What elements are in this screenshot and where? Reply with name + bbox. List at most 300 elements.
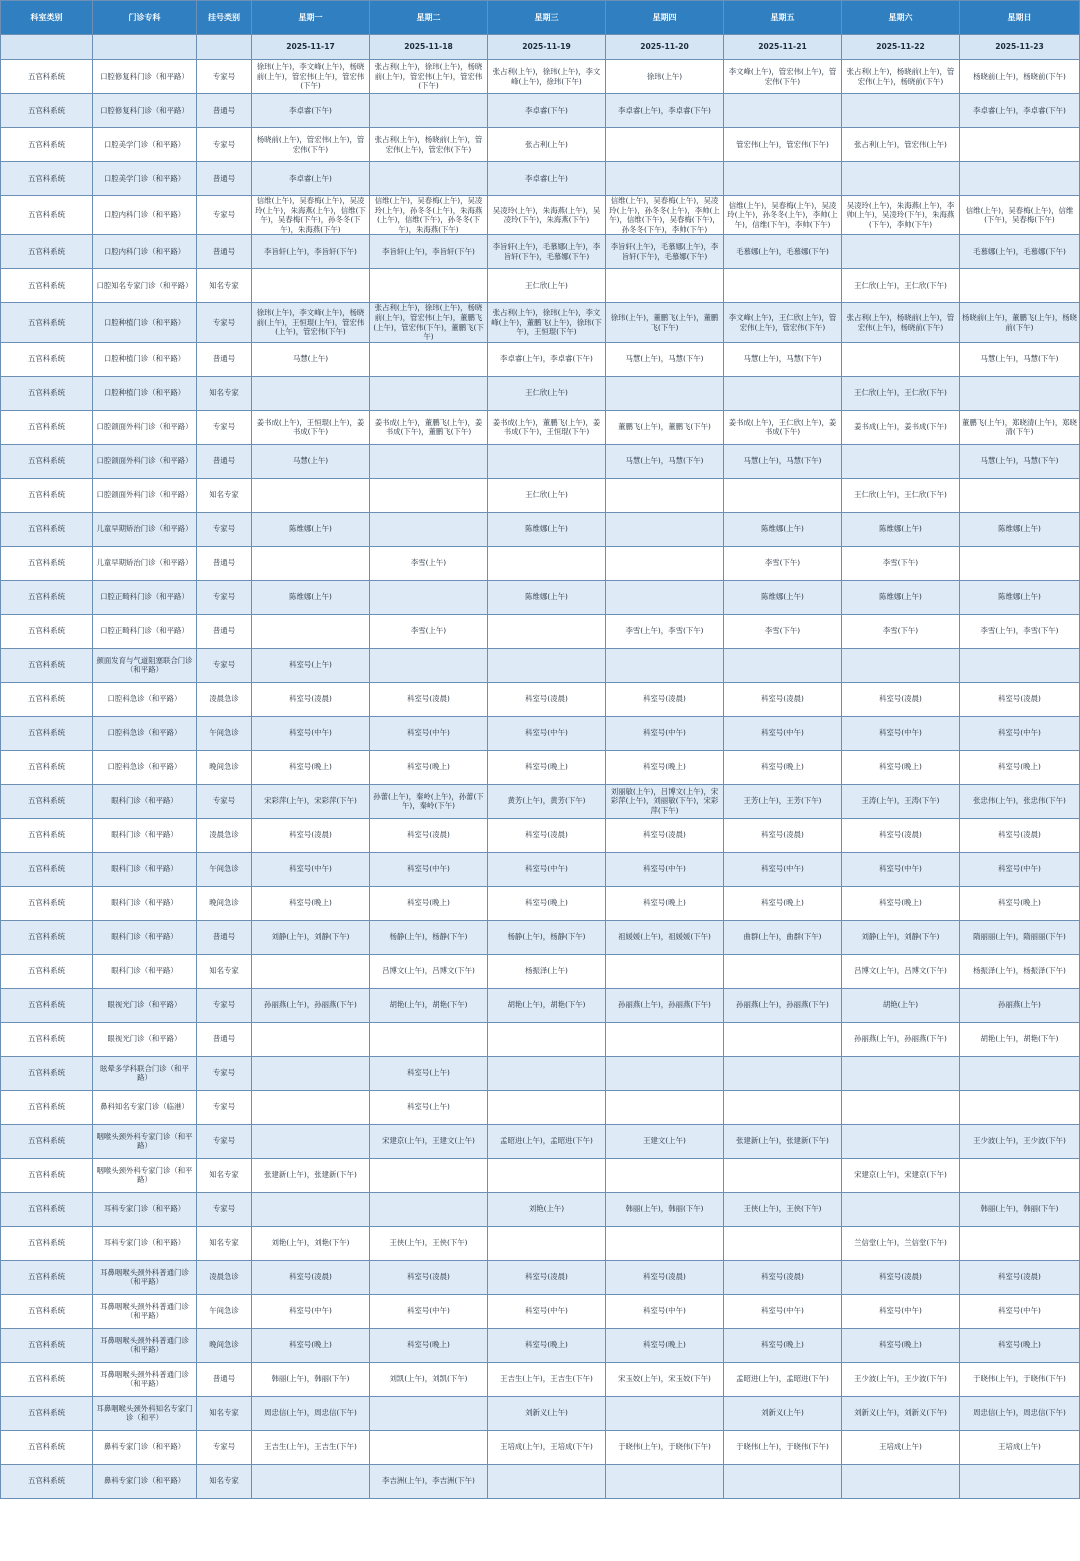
date-blank (1, 35, 93, 60)
header-row (1, 1, 1080, 35)
monday-cell: 科室号(中午) (252, 852, 370, 886)
registration-type-cell: 专家号 (197, 196, 252, 235)
wednesday-cell: 王吉生(上午)，王吉生(下午) (488, 1362, 606, 1396)
registration-type-cell: 普通号 (197, 1022, 252, 1056)
table-row (1, 1226, 1080, 1260)
monday-cell (252, 478, 370, 512)
sunday-cell: 杨振泽(上午)，杨振泽(下午) (960, 954, 1080, 988)
sunday-cell: 马慧(上午)，马慧(下午) (960, 444, 1080, 478)
department-cell: 五官科系统 (1, 1158, 93, 1192)
department-cell: 五官科系统 (1, 444, 93, 478)
saturday-cell: 科室号(中午) (842, 716, 960, 750)
registration-type-cell: 专家号 (197, 784, 252, 818)
saturday-cell: 宋建京(上午)，宋建京(下午) (842, 1158, 960, 1192)
tuesday-cell (370, 648, 488, 682)
thursday-cell (606, 648, 724, 682)
wednesday-cell: 张占利(上午)，徐玮(上午)，李文峰(上午)，董鹏飞(上午)，徐玮(下午)，王恒琨(下午) (488, 303, 606, 342)
thursday-cell (606, 1158, 724, 1192)
tuesday-cell (370, 1396, 488, 1430)
friday-cell: 李文峰(上午)，管宏伟(上午)，管宏伟(下午) (724, 60, 842, 94)
wednesday-cell: 刘新义(上午) (488, 1396, 606, 1430)
table-row (1, 852, 1080, 886)
department-cell: 五官科系统 (1, 716, 93, 750)
saturday-cell: 科室号(凌晨) (842, 682, 960, 716)
registration-type-cell: 专家号 (197, 648, 252, 682)
clinic-cell: 口腔种植门诊（和平路） (93, 376, 197, 410)
clinic-cell: 眼科门诊（和平路） (93, 886, 197, 920)
thursday-cell: 王建文(上午) (606, 1124, 724, 1158)
wednesday-cell (488, 1158, 606, 1192)
saturday-cell (842, 162, 960, 196)
clinic-cell: 口腔种植门诊（和平路） (93, 342, 197, 376)
department-cell: 五官科系统 (1, 682, 93, 716)
thursday-cell: 科室号(中午) (606, 852, 724, 886)
wednesday-cell: 杨静(上午)，杨静(下午) (488, 920, 606, 954)
thursday-cell: 科室号(晚上) (606, 1328, 724, 1362)
thursday-cell: 韩丽(上午)，韩丽(下午) (606, 1192, 724, 1226)
registration-type-cell: 知名专家 (197, 1464, 252, 1498)
header-thursday: 星期四 (606, 1, 724, 35)
department-cell: 五官科系统 (1, 1260, 93, 1294)
friday-cell (724, 1056, 842, 1090)
registration-type-cell: 专家号 (197, 1192, 252, 1226)
friday-cell: 于晓伟(上午)，于晓伟(下午) (724, 1430, 842, 1464)
department-cell: 五官科系统 (1, 1056, 93, 1090)
tuesday-cell: 科室号(凌晨) (370, 818, 488, 852)
friday-cell: 科室号(中午) (724, 716, 842, 750)
thursday-cell: 科室号(凌晨) (606, 682, 724, 716)
table-row (1, 1022, 1080, 1056)
friday-cell: 陈维娜(上午) (724, 512, 842, 546)
thursday-cell (606, 1226, 724, 1260)
tuesday-cell: 科室号(晚上) (370, 886, 488, 920)
thursday-cell: 科室号(凌晨) (606, 1260, 724, 1294)
registration-type-cell: 专家号 (197, 1090, 252, 1124)
wednesday-cell: 刘艳(上午) (488, 1192, 606, 1226)
friday-cell: 马慧(上午)，马慧(下午) (724, 444, 842, 478)
wednesday-cell (488, 1022, 606, 1056)
thursday-cell: 孙丽燕(上午)，孙丽燕(下午) (606, 988, 724, 1022)
friday-cell (724, 162, 842, 196)
monday-cell: 王吉生(上午)，王吉生(下午) (252, 1430, 370, 1464)
table-row (1, 128, 1080, 162)
monday-cell: 宋彩萍(上午)，宋彩萍(下午) (252, 784, 370, 818)
saturday-cell: 科室号(凌晨) (842, 818, 960, 852)
thursday-cell: 祖媛媛(上午)，祖媛媛(下午) (606, 920, 724, 954)
registration-type-cell: 普通号 (197, 546, 252, 580)
friday-cell: 李文峰(上午)，王仁欣(上午)，管宏伟(上午)，管宏伟(下午) (724, 303, 842, 342)
tuesday-cell: 孙蕾(上午)，秦岭(上午)，孙蕾(下午)，秦岭(下午) (370, 784, 488, 818)
registration-type-cell: 专家号 (197, 303, 252, 342)
date-blank (93, 35, 197, 60)
friday-cell: 曲群(上午)，曲群(下午) (724, 920, 842, 954)
monday-cell: 陈维娜(上午) (252, 580, 370, 614)
saturday-cell: 王仁欣(上午)，王仁欣(下午) (842, 269, 960, 303)
thursday-cell: 刘丽敏(上午)，吕博文(上午)，宋彩萍(上午)，刘丽敏(下午)，宋彩萍(下午) (606, 784, 724, 818)
table-row (1, 342, 1080, 376)
header-wednesday: 星期三 (488, 1, 606, 35)
friday-cell: 刘新义(上午) (724, 1396, 842, 1430)
wednesday-cell (488, 1226, 606, 1260)
thursday-cell (606, 1464, 724, 1498)
registration-type-cell: 知名专家 (197, 478, 252, 512)
wednesday-cell: 黄芳(上午)，黄芳(下午) (488, 784, 606, 818)
department-cell: 五官科系统 (1, 1090, 93, 1124)
table-row (1, 1396, 1080, 1430)
clinic-cell: 口腔正畸科门诊（和平路） (93, 580, 197, 614)
tuesday-cell (370, 580, 488, 614)
friday-cell: 王芳(上午)，王芳(下午) (724, 784, 842, 818)
monday-cell: 韩丽(上午)，韩丽(下午) (252, 1362, 370, 1396)
table-row (1, 716, 1080, 750)
sunday-cell: 科室号(晚上) (960, 1328, 1080, 1362)
monday-cell: 李旨轩(上午)，李旨轩(下午) (252, 235, 370, 269)
sunday-cell: 王培成(上午) (960, 1430, 1080, 1464)
friday-cell: 科室号(晚上) (724, 750, 842, 784)
tuesday-cell: 李吉洲(上午)，李吉洲(下午) (370, 1464, 488, 1498)
table-row (1, 580, 1080, 614)
monday-cell: 马慧(上午) (252, 444, 370, 478)
wednesday-cell: 科室号(中午) (488, 716, 606, 750)
tuesday-cell (370, 269, 488, 303)
saturday-cell: 王涛(上午)，王涛(下午) (842, 784, 960, 818)
thursday-cell: 李旨轩(上午)，毛慕娜(上午)，李旨轩(下午)，毛慕娜(下午) (606, 235, 724, 269)
sunday-cell: 马慧(上午)，马慧(下午) (960, 342, 1080, 376)
tuesday-cell (370, 342, 488, 376)
saturday-cell: 吕博文(上午)，吕博文(下午) (842, 954, 960, 988)
table-row (1, 1056, 1080, 1090)
friday-cell (724, 94, 842, 128)
clinic-cell: 口腔颌面外科门诊（和平路） (93, 410, 197, 444)
registration-type-cell: 专家号 (197, 60, 252, 94)
sunday-cell: 毛慕娜(上午)，毛慕娜(下午) (960, 235, 1080, 269)
table-row (1, 1158, 1080, 1192)
table-row (1, 818, 1080, 852)
thursday-cell: 科室号(晚上) (606, 886, 724, 920)
sunday-cell: 孙丽燕(上午) (960, 988, 1080, 1022)
friday-cell: 姜书成(上午)，王仁欣(上午)，姜书成(下午) (724, 410, 842, 444)
header-registration-type: 挂号类别 (197, 1, 252, 35)
table-row (1, 682, 1080, 716)
table-row (1, 750, 1080, 784)
thursday-cell: 科室号(凌晨) (606, 818, 724, 852)
thursday-cell (606, 376, 724, 410)
friday-cell: 王侠(上午)，王侠(下午) (724, 1192, 842, 1226)
registration-type-cell: 晚间急诊 (197, 886, 252, 920)
table-row (1, 1260, 1080, 1294)
saturday-cell: 张占利(上午)，杨晓前(上午)，管宏伟(上午)，杨晓前(下午) (842, 303, 960, 342)
table-row (1, 60, 1080, 94)
sunday-cell: 科室号(晚上) (960, 886, 1080, 920)
thursday-cell: 马慧(上午)，马慧(下午) (606, 444, 724, 478)
wednesday-cell: 吴凌玲(上午)，朱海燕(上午)，吴凌玲(下午)，朱海燕(下午) (488, 196, 606, 235)
tuesday-cell: 科室号(晚上) (370, 1328, 488, 1362)
clinic-cell: 口腔颌面外科门诊（和平路） (93, 478, 197, 512)
department-cell: 五官科系统 (1, 342, 93, 376)
table-row (1, 1362, 1080, 1396)
tuesday-cell (370, 1022, 488, 1056)
wednesday-cell: 李卓睿(上午) (488, 162, 606, 196)
wednesday-cell (488, 1056, 606, 1090)
clinic-cell: 口腔美学门诊（和平路） (93, 162, 197, 196)
saturday-cell: 陈维娜(上午) (842, 580, 960, 614)
thursday-cell: 科室号(中午) (606, 716, 724, 750)
tuesday-cell: 张占利(上午)，杨晓前(上午)，管宏伟(上午)，管宏伟(下午) (370, 128, 488, 162)
registration-type-cell: 专家号 (197, 1430, 252, 1464)
table-row (1, 303, 1080, 342)
saturday-cell: 科室号(晚上) (842, 750, 960, 784)
thursday-cell (606, 580, 724, 614)
department-cell: 五官科系统 (1, 648, 93, 682)
department-cell: 五官科系统 (1, 1192, 93, 1226)
thursday-cell (606, 1056, 724, 1090)
monday-cell: 科室号(凌晨) (252, 682, 370, 716)
monday-cell: 科室号(晚上) (252, 750, 370, 784)
tuesday-cell: 科室号(中午) (370, 716, 488, 750)
clinic-cell: 鼻科专家门诊（和平路） (93, 1430, 197, 1464)
tuesday-cell (370, 1430, 488, 1464)
friday-cell: 毛慕娜(上午)，毛慕娜(下午) (724, 235, 842, 269)
tuesday-cell (370, 1158, 488, 1192)
sunday-cell: 隋丽丽(上午)，隋丽丽(下午) (960, 920, 1080, 954)
sunday-cell: 董鹏飞(上午)，郑晓清(上午)，郑晓清(下午) (960, 410, 1080, 444)
sunday-cell (960, 546, 1080, 580)
wednesday-cell: 张占利(上午) (488, 128, 606, 162)
tuesday-cell: 李雪(上午) (370, 614, 488, 648)
table-row (1, 1430, 1080, 1464)
tuesday-cell (370, 444, 488, 478)
sunday-cell: 于晓伟(上午)，于晓伟(下午) (960, 1362, 1080, 1396)
friday-cell (724, 1464, 842, 1498)
tuesday-cell: 吕博文(上午)，吕博文(下午) (370, 954, 488, 988)
thursday-cell (606, 269, 724, 303)
department-cell: 五官科系统 (1, 784, 93, 818)
monday-cell: 张建新(上午)，张建新(下午) (252, 1158, 370, 1192)
date-friday: 2025-11-21 (724, 35, 842, 60)
monday-cell (252, 954, 370, 988)
friday-cell (724, 269, 842, 303)
registration-type-cell: 凌晨急诊 (197, 682, 252, 716)
table-row (1, 162, 1080, 196)
monday-cell: 徐玮(上午)，李文峰(上午)，杨晓前(上午)，管宏伟(上午)，管宏伟(下午) (252, 60, 370, 94)
tuesday-cell: 刘凯(上午)，刘凯(下午) (370, 1362, 488, 1396)
thursday-cell: 科室号(晚上) (606, 750, 724, 784)
saturday-cell (842, 444, 960, 478)
monday-cell: 信维(上午)，吴春梅(上午)，吴凌玲(上午)，朱海燕(上午)，信维(下午)，吴春梅(下午)，孙冬冬(下午)，朱海燕(下午) (252, 196, 370, 235)
clinic-cell: 眼视光门诊（和平路） (93, 988, 197, 1022)
saturday-cell: 兰信堂(上午)，兰信堂(下午) (842, 1226, 960, 1260)
saturday-cell (842, 1056, 960, 1090)
monday-cell: 徐玮(上午)，李文峰(上午)，杨晓前(上午)，王恒琨(上午)，管宏伟(上午)，管宏伟(下午) (252, 303, 370, 342)
monday-cell: 刘艳(上午)，刘艳(下午) (252, 1226, 370, 1260)
friday-cell (724, 1090, 842, 1124)
department-cell: 五官科系统 (1, 1124, 93, 1158)
sunday-cell (960, 1464, 1080, 1498)
wednesday-cell: 陈维娜(上午) (488, 580, 606, 614)
registration-type-cell: 知名专家 (197, 954, 252, 988)
clinic-cell: 耳科专家门诊（和平路） (93, 1226, 197, 1260)
department-cell: 五官科系统 (1, 1328, 93, 1362)
monday-cell: 马慧(上午) (252, 342, 370, 376)
clinic-cell: 口腔科急诊（和平路） (93, 750, 197, 784)
sunday-cell: 科室号(凌晨) (960, 682, 1080, 716)
tuesday-cell: 姜书成(上午)，董鹏飞(上午)，姜书成(下午)，董鹏飞(下午) (370, 410, 488, 444)
clinic-cell: 儿童早期矫治门诊（和平路） (93, 546, 197, 580)
sunday-cell: 科室号(中午) (960, 716, 1080, 750)
clinic-cell: 口腔正畸科门诊（和平路） (93, 614, 197, 648)
clinic-cell: 口腔颌面外科门诊（和平路） (93, 444, 197, 478)
sunday-cell (960, 128, 1080, 162)
wednesday-cell: 张占利(上午)，徐玮(上午)，李文峰(上午)，徐玮(下午) (488, 60, 606, 94)
friday-cell: 马慧(上午)，马慧(下午) (724, 342, 842, 376)
registration-type-cell: 普通号 (197, 920, 252, 954)
clinic-cell: 耳鼻咽喉头颈外科普通门诊（和平路） (93, 1260, 197, 1294)
friday-cell: 孙丽燕(上午)，孙丽燕(下午) (724, 988, 842, 1022)
registration-type-cell: 午间急诊 (197, 716, 252, 750)
department-cell: 五官科系统 (1, 235, 93, 269)
thursday-cell: 李卓睿(上午)，李卓睿(下午) (606, 94, 724, 128)
friday-cell: 陈维娜(上午) (724, 580, 842, 614)
wednesday-cell (488, 648, 606, 682)
sunday-cell: 陈维娜(上午) (960, 580, 1080, 614)
wednesday-cell: 科室号(晚上) (488, 886, 606, 920)
monday-cell: 科室号(凌晨) (252, 818, 370, 852)
wednesday-cell (488, 546, 606, 580)
registration-type-cell: 普通号 (197, 1362, 252, 1396)
thursday-cell: 董鹏飞(上午)，董鹏飞(下午) (606, 410, 724, 444)
thursday-cell (606, 1090, 724, 1124)
clinic-cell: 口腔修复科门诊（和平路） (93, 60, 197, 94)
wednesday-cell: 胡艳(上午)，胡艳(下午) (488, 988, 606, 1022)
tuesday-cell: 科室号(中午) (370, 1294, 488, 1328)
tuesday-cell (370, 1192, 488, 1226)
schedule-body (1, 60, 1080, 1499)
friday-cell (724, 1158, 842, 1192)
registration-type-cell: 专家号 (197, 988, 252, 1022)
saturday-cell: 科室号(晚上) (842, 886, 960, 920)
clinic-cell: 颜面发育与气道阻塞联合门诊（和平路） (93, 648, 197, 682)
table-row (1, 954, 1080, 988)
department-cell: 五官科系统 (1, 1396, 93, 1430)
date-sunday: 2025-11-23 (960, 35, 1080, 60)
saturday-cell (842, 1124, 960, 1158)
saturday-cell (842, 1090, 960, 1124)
clinic-cell: 耳鼻咽喉头颈外科普通门诊（和平路） (93, 1362, 197, 1396)
tuesday-cell: 宋建京(上午)，王建文(上午) (370, 1124, 488, 1158)
thursday-cell (606, 512, 724, 546)
saturday-cell: 李雪(下午) (842, 614, 960, 648)
friday-cell: 科室号(中午) (724, 852, 842, 886)
sunday-cell: 科室号(凌晨) (960, 1260, 1080, 1294)
monday-cell (252, 376, 370, 410)
registration-type-cell: 知名专家 (197, 1396, 252, 1430)
clinic-cell: 口腔美学门诊（和平路） (93, 128, 197, 162)
table-row (1, 546, 1080, 580)
wednesday-cell: 李卓睿(上午)，李卓睿(下午) (488, 342, 606, 376)
sunday-cell: 科室号(中午) (960, 1294, 1080, 1328)
sunday-cell: 科室号(中午) (960, 852, 1080, 886)
monday-cell (252, 1090, 370, 1124)
wednesday-cell: 李卓睿(下午) (488, 94, 606, 128)
header-department: 科室类别 (1, 1, 93, 35)
wednesday-cell: 科室号(凌晨) (488, 818, 606, 852)
wednesday-cell: 杨振泽(上午) (488, 954, 606, 988)
registration-type-cell: 知名专家 (197, 269, 252, 303)
monday-cell (252, 546, 370, 580)
saturday-cell: 王仁欣(上午)，王仁欣(下午) (842, 376, 960, 410)
sunday-cell: 陈维娜(上午) (960, 512, 1080, 546)
saturday-cell: 张占利(上午)，管宏伟(上午) (842, 128, 960, 162)
table-row (1, 478, 1080, 512)
thursday-cell: 科室号(中午) (606, 1294, 724, 1328)
monday-cell (252, 1056, 370, 1090)
registration-type-cell: 专家号 (197, 1124, 252, 1158)
wednesday-cell: 王培成(上午)，王培成(下午) (488, 1430, 606, 1464)
registration-type-cell: 普通号 (197, 162, 252, 196)
department-cell: 五官科系统 (1, 512, 93, 546)
sunday-cell: 杨晓前(上午)，杨晓前(下午) (960, 60, 1080, 94)
saturday-cell: 王培成(上午) (842, 1430, 960, 1464)
clinic-cell: 口腔种植门诊（和平路） (93, 303, 197, 342)
friday-cell: 科室号(凌晨) (724, 1260, 842, 1294)
department-cell: 五官科系统 (1, 478, 93, 512)
monday-cell: 科室号(中午) (252, 716, 370, 750)
monday-cell: 陈维娜(上午) (252, 512, 370, 546)
clinic-cell: 眼科门诊（和平路） (93, 784, 197, 818)
thursday-cell (606, 128, 724, 162)
department-cell: 五官科系统 (1, 1226, 93, 1260)
friday-cell: 李雪(下午) (724, 546, 842, 580)
wednesday-cell (488, 1090, 606, 1124)
registration-type-cell: 专家号 (197, 410, 252, 444)
table-row (1, 410, 1080, 444)
friday-cell: 科室号(凌晨) (724, 818, 842, 852)
saturday-cell: 科室号(中午) (842, 852, 960, 886)
clinic-cell: 儿童早期矫治门诊（和平路） (93, 512, 197, 546)
table-row (1, 648, 1080, 682)
tuesday-cell: 科室号(中午) (370, 852, 488, 886)
friday-cell: 管宏伟(上午)，管宏伟(下午) (724, 128, 842, 162)
saturday-cell (842, 1192, 960, 1226)
department-cell: 五官科系统 (1, 1022, 93, 1056)
tuesday-cell: 科室号(凌晨) (370, 682, 488, 716)
clinic-cell: 眼视光门诊（和平路） (93, 1022, 197, 1056)
friday-cell: 李雪(下午) (724, 614, 842, 648)
header-clinic: 门诊专科 (93, 1, 197, 35)
table-row (1, 1124, 1080, 1158)
saturday-cell: 刘新义(上午)，刘新义(下午) (842, 1396, 960, 1430)
friday-cell (724, 954, 842, 988)
table-row (1, 235, 1080, 269)
table-row (1, 886, 1080, 920)
department-cell: 五官科系统 (1, 750, 93, 784)
tuesday-cell: 杨静(上午)，杨静(下午) (370, 920, 488, 954)
table-row (1, 1192, 1080, 1226)
saturday-cell: 科室号(晚上) (842, 1328, 960, 1362)
wednesday-cell: 王仁欣(上午) (488, 478, 606, 512)
sunday-cell: 韩丽(上午)，韩丽(下午) (960, 1192, 1080, 1226)
friday-cell: 科室号(晚上) (724, 1328, 842, 1362)
sunday-cell: 杨晓前(上午)，董鹏飞(上午)，杨晓前(下午) (960, 303, 1080, 342)
table-row (1, 94, 1080, 128)
saturday-cell: 王仁欣(上午)，王仁欣(下午) (842, 478, 960, 512)
wednesday-cell: 科室号(晚上) (488, 1328, 606, 1362)
header-tuesday: 星期二 (370, 1, 488, 35)
registration-type-cell: 专家号 (197, 512, 252, 546)
department-cell: 五官科系统 (1, 376, 93, 410)
tuesday-cell: 李雪(上午) (370, 546, 488, 580)
friday-cell (724, 478, 842, 512)
